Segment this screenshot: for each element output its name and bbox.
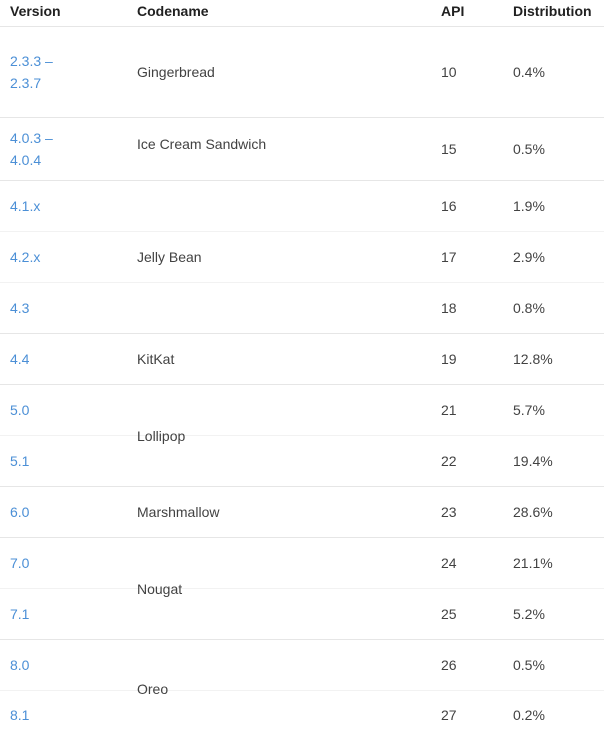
api-level: 18	[441, 300, 457, 316]
table-row	[0, 118, 604, 181]
api-level: 21	[441, 402, 457, 418]
distribution-value: 0.5%	[513, 657, 545, 673]
distribution-value: 28.6%	[513, 504, 553, 520]
table-row	[0, 385, 604, 436]
distribution-value: 1.9%	[513, 198, 545, 214]
version-link[interactable]: 7.1	[10, 606, 30, 622]
distribution-value: 5.7%	[513, 402, 545, 418]
table-row	[0, 181, 604, 232]
table-row	[0, 436, 604, 487]
codename-cell: Oreo	[137, 681, 169, 697]
distribution-value: 19.4%	[513, 453, 553, 469]
table-row	[0, 487, 604, 538]
codename-cell: Jelly Bean	[137, 249, 202, 265]
version-link[interactable]: 4.3	[10, 300, 30, 316]
version-link[interactable]: 2.3.3 – 2.3.7	[10, 53, 53, 91]
distribution-value: 2.9%	[513, 249, 545, 265]
distribution-value: 0.5%	[513, 141, 545, 157]
table-row	[0, 334, 604, 385]
codename-cell: KitKat	[137, 351, 175, 367]
version-link[interactable]: 8.1	[10, 706, 30, 723]
api-level: 23	[441, 504, 457, 520]
api-level: 17	[441, 249, 457, 265]
header-version: Version	[10, 3, 61, 19]
table-row	[0, 538, 604, 589]
api-level: 19	[441, 351, 457, 367]
version-link[interactable]: 5.0	[10, 402, 30, 418]
header-api: API	[441, 3, 465, 19]
distribution-value: 21.1%	[513, 555, 553, 571]
table-row	[0, 691, 604, 738]
api-level: 16	[441, 198, 457, 214]
table-row	[0, 283, 604, 334]
table-row	[0, 589, 604, 640]
version-link[interactable]: 4.0.3 – 4.0.4	[10, 130, 53, 168]
distribution-value: 0.4%	[513, 64, 545, 80]
table-row	[0, 232, 604, 283]
api-level: 26	[441, 657, 457, 673]
codename-cell: Ice Cream Sandwich	[137, 136, 267, 152]
codename-cell: Marshmallow	[137, 504, 220, 520]
header-codename: Codename	[137, 3, 209, 19]
version-link[interactable]: 4.1.x	[10, 198, 41, 214]
header-distribution: Distribution	[513, 3, 592, 19]
table-row	[0, 640, 604, 691]
distribution-value: 12.8%	[513, 351, 553, 367]
version-link[interactable]: 7.0	[10, 555, 30, 571]
version-link[interactable]: 8.0	[10, 657, 30, 673]
table-header-row	[0, 0, 604, 27]
api-level: 25	[441, 606, 457, 622]
codename-cell: Nougat	[137, 580, 183, 597]
distribution-value: 0.8%	[513, 300, 545, 316]
api-level: 10	[441, 64, 457, 80]
version-link[interactable]: 4.4	[10, 351, 30, 367]
version-link[interactable]: 5.1	[10, 453, 30, 469]
codename-cell: Gingerbread	[137, 64, 215, 80]
api-level: 22	[441, 453, 457, 469]
version-link[interactable]: 4.2.x	[10, 249, 41, 265]
codename-cell: Lollipop	[137, 427, 186, 444]
version-link[interactable]: 6.0	[10, 504, 30, 520]
api-level: 15	[441, 141, 457, 157]
distribution-value: 5.2%	[513, 606, 545, 622]
api-level: 24	[441, 555, 457, 571]
api-level: 27	[441, 706, 457, 723]
distribution-value: 0.2%	[513, 706, 545, 723]
table-row	[0, 27, 604, 118]
